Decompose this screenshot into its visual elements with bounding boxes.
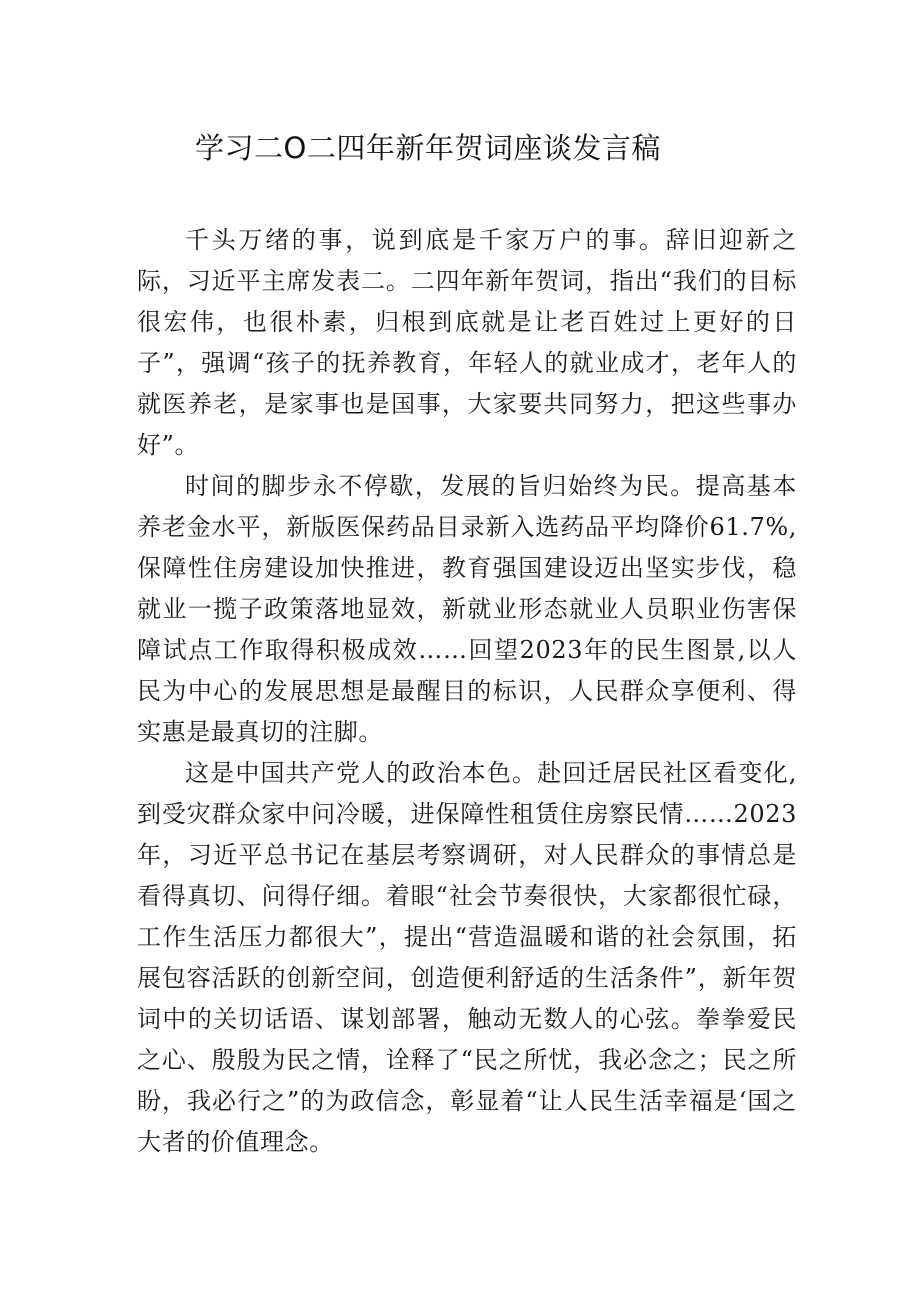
paragraph-2: 时间的脚步永不停歇，发展的旨归始终为民。提高基本养老金水平，新版医保药品目录新入选药品平均降价61.7%,保障性住房建设加快推进，教育强国建设迈出坚实步伐，稳就业一揽子政策落地显效，新就业形态就业人员职业伤害保障试点工作取得积极成效……回望2023年的民生图景,以人民为中心的发展思想是最醒目的标识，人民群众享便利、得实惠是最真切的注脚。	[137, 472, 797, 746]
document-body	[137, 220, 797, 1163]
document-title: 学习二O二四年新年贺词座谈发言稿	[195, 131, 661, 165]
paragraph-1: 千头万绪的事，说到底是千家万户的事。辞旧迎新之际，习近平主席发表二。二四年新年贺词，指出“我们的目标很宏伟，也很朴素，归根到底就是让老百姓过上更好的日子”，强调“孩子的抚养教育，年轻人的就业成才，老年人的就医养老，是家事也是国事，大家要共同努力，把这些事办好”。	[137, 226, 797, 459]
paragraph-3: 这是中国共产党人的政治本色。赴回迁居民社区看变化,到受灾群众家中问冷暖，进保障性租赁住房察民情……2023年，习近平总书记在基层考察调研，对人民群众的事情总是看得真切、问得仔细。着眼“社会节奏很快，大家都很忙碌，工作生活压力都很大”，提出“营造温暖和谐的社会氛围，拓展包容活跃的创新空间，创造便利舒适的生活条件”，新年贺词中的关切话语、谋划部署，触动无数人的心弦。拳拳爱民之心、殷殷为民之情，诠释了“民之所忧，我必念之；民之所盼，我必行之”的为政信念，彰显着“让人民生活幸福是‘国之大者的价值理念。	[137, 759, 797, 1156]
